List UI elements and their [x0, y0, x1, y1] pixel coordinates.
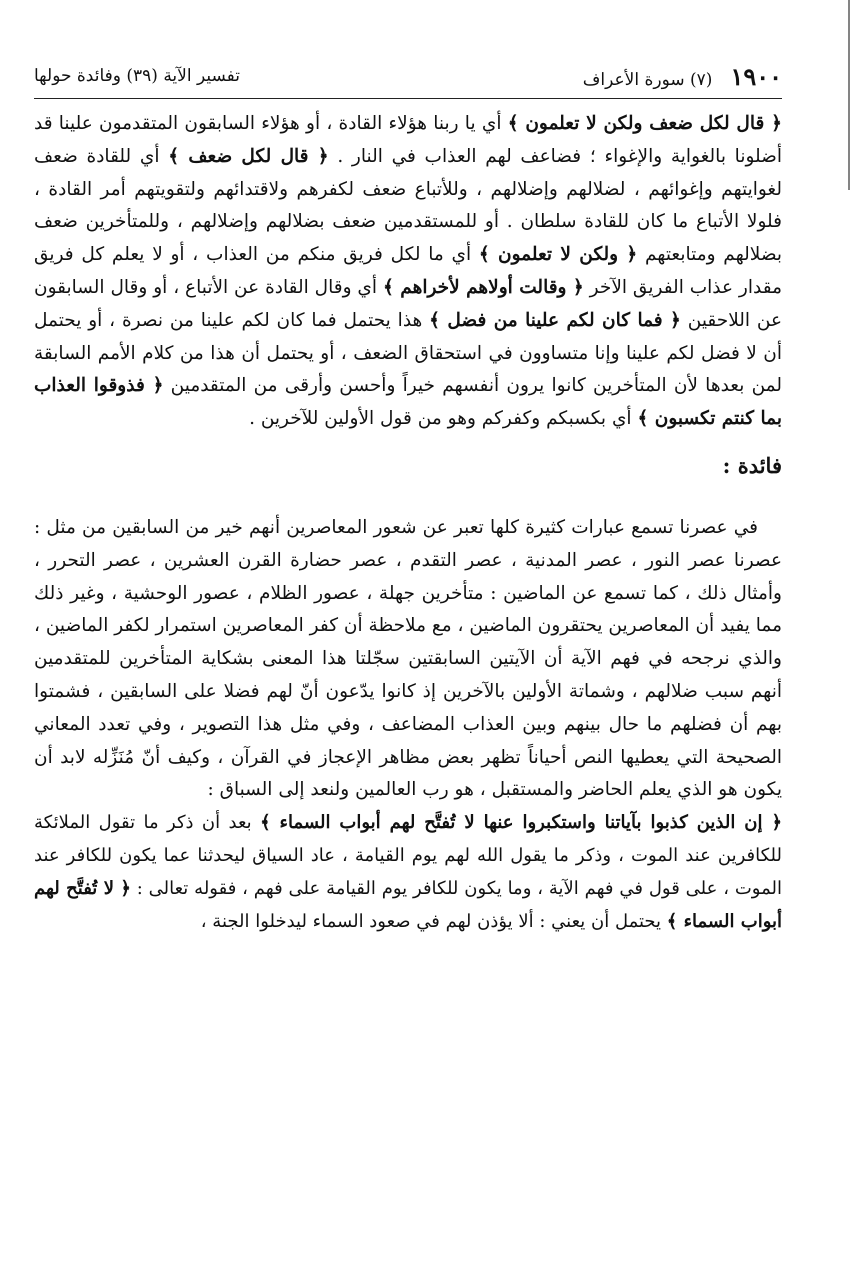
commentary-text: بعد أن ذكر ما تقول الملائكة للكافرين عند الموت ، وذكر ما يقول الله لهم يوم القيامة ، عاد السياق ليحدثنا عما يكون للكافر عند الموت ، على قول في فهم الآية ، وما يكون للكافر يوم القيامة على فهم ، فقوله تعالى :	[34, 812, 782, 899]
commentary-text: أي للقادة ضعف لغوايتهم وإغوائهم ، لضلالهم وإضلالهم ، وللأتباع ضعف لكفرهم ولاقتدائهم ولتقويتهم أمر القادة ، فلولا الأتباع ما كان للقادة سلطان . أو للمستقدمين ضعف بضلالهم وإضلالهم ، وللمتأخرين ضعف بضلالهم ومتابعتهم	[34, 145, 783, 266]
quran-verse-quote: ﴿ قال لكل ضعف ﴾	[168, 145, 329, 167]
commentary-text: هذا يحتمل فما كان لكم علينا من نصرة ، أو يحتمل أن لا فضل لكم علينا وإنا متساوون في استحقاق الضعف ، أو يحتمل أن هذا من كلام الأمم السابقة لمن بعدها لأن المتأخرين كانوا يرون أنفسهم خيراً وأحسن وأرقى من المتقدمين	[34, 309, 783, 397]
commentary-text: أي يا ربنا هؤلاء القادة ، أو هؤلاء السابقون المتقدمون علينا قد أضلونا بالغواية والإغواء ؛ فضاعف لهم العذاب في النار .	[34, 113, 783, 167]
book-page	[34, 52, 782, 1262]
quran-verse-quote: ﴿ ولكن لا تعلمون ﴾	[478, 244, 638, 266]
commentary-text: يحتمل أن يعني : ألا يؤذن لهم في صعود السماء ليدخلوا الجنة ،	[200, 910, 667, 932]
quran-verse-quote: ﴿ فذوقوا العذاب بما كنتم تكسبون ﴾	[34, 375, 782, 430]
page-number: ١٩٠٠	[730, 61, 782, 91]
quran-verse-quote: ﴿ وقالت أولاهم لأخراهم ﴾	[382, 276, 584, 298]
quran-verse-quote: ﴿ إن الذين كذبوا بآياتنا واستكبروا عنها لا تُفتَّح لهم أبواب السماء ﴾	[260, 812, 783, 834]
faida-paragraph	[34, 512, 782, 807]
section-title: تفسير الآية (٣٩) وفائدة حولها	[34, 66, 240, 86]
commentary-text: أي بكسبكم وكفركم وهو من قول الأولين للآخرين .	[249, 408, 638, 430]
faida-heading: فائدة :	[722, 452, 782, 478]
commentary-text: في عصرنا تسمع عبارات كثيرة كلها تعبر عن شعور المعاصرين أنهم خير من السابقين من مثل : عصرنا عصر النور ، عصر المدنية ، عصر التقدم ، عصر حضارة القرن العشرين ، عصر التحرر ، وأمثال ذلك ، كما تسمع عن الماضين : متأخرين جهلة ، عصور الظلام ، عصور الوحشية ، وغير ذلك مما يفيد أن المعاصرين يحتقرون الماضين ، مع ملاحظة أن كفر المعاصرين استمرار لكفر الماضين ، والذي نرجحه في فهم الآية أن الآيتين السابقتين سجّلتا هذا المعنى بشكاية المتأخرين للمتقدمين أنهم سبب ضلالهم ، وشماتة الأولين بالآخرين إذ كانوا يدّعون أنّ لهم فضلا على السابقين ، فشمتوا بهم أن فضلهم ما حال بينهم وبين العذاب المضاعف ، وفي مثل هذا التصوير ، وفي تعدد المعاني الصحيحة التي يعطيها النص أحياناً تظهر بعض مظاهر الإعجاز في القرآن ، وكيف أنّ مُنَزِّله لابد أن يكون هو الذي يعلم الحاضر والمستقبل ، هو رب العالمين ولنعد إلى السباق :	[34, 516, 782, 801]
sura-name: (٧) سورة الأعراف	[582, 69, 713, 90]
commentary-text: أي ما لكل فريق منكم من العذاب ، أو لا يعلم كل فريق مقدار عذاب الفريق الآخر	[34, 244, 782, 298]
header-rule	[34, 98, 782, 99]
quran-verse-quote: ﴿ قال لكل ضعف ولكن لا تعلمون ﴾	[507, 113, 782, 134]
commentary-text: أي وقال القادة عن الأتباع ، أو وقال السابقون عن اللاحقين	[34, 276, 782, 331]
verse-commentary-paragraph	[34, 807, 782, 938]
quran-verse-quote: ﴿ فما كان لكم علينا من فضل ﴾	[429, 309, 681, 331]
page-body	[34, 108, 782, 938]
running-header	[34, 58, 782, 94]
header-right	[583, 62, 782, 91]
quran-verse-quote: ﴿ لا تُفتَّح لهم أبواب السماء ﴾	[34, 877, 782, 932]
tafsir-paragraph	[34, 108, 782, 436]
